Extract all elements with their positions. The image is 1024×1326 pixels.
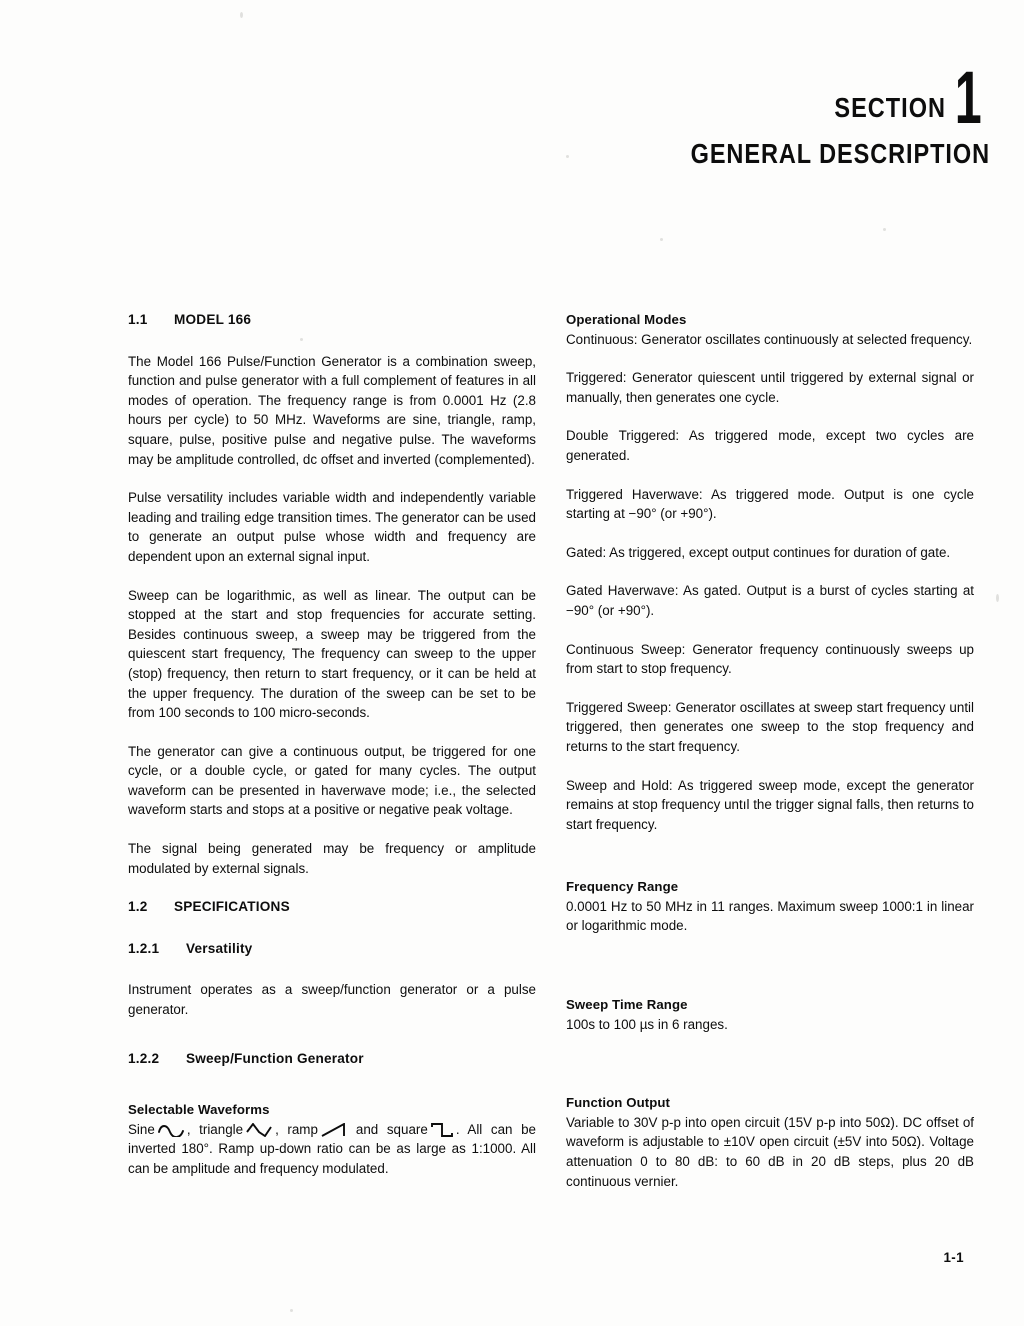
function-output-block (566, 1093, 974, 1191)
sweep-time-range-heading: Sweep Time Range (566, 997, 688, 1013)
operational-mode-item: Gated: As triggered, except output continues for duration of gate. (566, 544, 951, 560)
sweep-time-range-text: 100s to 100 µs in 6 ranges. (566, 1016, 728, 1032)
operational-mode-item: Sweep and Hold: As triggered sweep mode, except the generator remains at stop frequency untıl the trigger signal falls, then returns to start frequency. (566, 777, 974, 832)
paragraph-output-modes: The generator can give a continuous output, be triggered for one cycle, or a double cycle, or gated for many cycles. The output waveform can be presented in haverwave mode; i.e., the selected waveform starts and stops at a positive or negative peak voltage. (128, 743, 536, 818)
heading-1-2-2-title: Sweep/Function Generator (186, 1050, 364, 1066)
frequency-range-text: 0.0001 Hz to 50 MHz in 11 ranges. Maximum sweep 1000:1 in linear or logarithmic mode. (566, 898, 974, 934)
function-output-text: Variable to 30V p-p into open circuit (15V p-p into 50Ω). DC offset of waveform is adjustable to ±10V open circuit (±5V into 50Ω). Voltage attenuation 0 to 80 dB: to 60 dB in 20 dB steps, plus 20 dB continuous vernier. (566, 1114, 974, 1189)
right-column (566, 310, 974, 1210)
scan-speck (240, 12, 243, 18)
paragraph-sweep: Sweep can be logarithmic, as well as linear. The output can be stopped at the start and stop frequencies for accurate setting. Besides continuous sweep, a sweep may be triggered from the quiescent start frequency, The frequency can sweep to the upper (stop) frequency, then return to start frequency, or it can be held at the upper frequency. The duration of the sweep can be set to be from 100 seconds to 100 micro-seconds. (128, 587, 536, 721)
selectable-waveforms-text (128, 1120, 536, 1179)
triangle-wave-icon (246, 1123, 272, 1137)
operational-modes-heading: Operational Modes (566, 312, 687, 327)
paragraph-modulation: The signal being generated may be frequency or amplitude modulated by external signals. (128, 841, 536, 876)
waveform-text-after: . All can be inverted 180°. Ramp up-down ratio can be as large as 1:1000. All can be amplitude and frequency modulated. (128, 1121, 536, 1176)
spacer (566, 1053, 974, 1093)
frequency-range-block (566, 877, 974, 936)
heading-1-2-1-index: 1.2.1 (128, 940, 160, 956)
waveform-text-sine: Sine (128, 1121, 155, 1137)
sweep-time-range-block (566, 995, 974, 1034)
heading-1-2-title: SPECIFICATIONS (174, 899, 290, 915)
heading-1-1-title: MODEL 166 (174, 312, 252, 327)
section-heading-line (629, 56, 990, 139)
scan-speck (883, 228, 886, 231)
page-number: 1-1 (943, 1250, 964, 1265)
sine-wave-icon (158, 1123, 184, 1137)
function-output-heading: Function Output (566, 1095, 671, 1111)
spacer (566, 955, 974, 995)
paragraph-model-overview: The Model 166 Pulse/Function Generator is a combination sweep, function and pulse generator with a full complement of features in all modes of operation. The frequency range is from 0.0001 Hz (2.8 hours per cycle) to 50 MHz. Waveforms are sine, triangle, ramp, square, pulse, positive pulse and negative pulse. The waveforms may be amplitude controlled, dc offset and inverted (complemented). (128, 353, 536, 467)
scan-speck (290, 1309, 293, 1312)
paragraph-versatility: Instrument operates as a sweep/function generator or a pulse generator. (128, 982, 536, 1018)
page-title: GENERAL DESCRIPTION (690, 138, 990, 169)
heading-1-2-1-title: Versatility (186, 940, 253, 956)
scan-speck (660, 238, 663, 241)
waveform-text-square: and square (355, 1121, 428, 1137)
scan-speck (996, 594, 999, 602)
page-header (560, 56, 990, 170)
heading-1-2-index: 1.2 (128, 899, 148, 915)
heading-1-2 (128, 897, 536, 917)
operational-mode-item: Triggered Sweep: Generator oscillates at sweep start frequency until triggered, then generates one sweep to the stop frequency and returns to the start frequency. (566, 699, 974, 754)
operational-modes-block (566, 310, 974, 349)
waveform-text-ramp: , ramp (275, 1121, 318, 1137)
heading-1-2-2-index: 1.2.2 (128, 1050, 160, 1066)
square-wave-icon (431, 1123, 453, 1137)
heading-1-1-index: 1.1 (128, 312, 148, 327)
paragraph-pulse-versatility: Pulse versatility includes variable width and independently variable leading and trailing edge transition times. The generator can be used to generate an output pulse whose width and frequency are dependent upon an external signal input. (128, 490, 536, 564)
operational-mode-item: Double Triggered: As triggered mode, except two cycles are generated. (566, 428, 974, 463)
ramp-wave-icon (321, 1123, 353, 1137)
heading-1-2-2 (128, 1049, 536, 1069)
operational-mode-item: Continuous Sweep: Generator frequency continuously sweeps up from start to stop frequency. (566, 641, 974, 677)
operational-mode-item: Triggered Haverwave: As triggered mode. Output is one cycle starting at −90° (or +90°). (566, 486, 974, 522)
left-column (128, 310, 536, 1198)
operational-mode-item: Gated Haverwave: As gated. Output is a burst of cycles starting at −90° (or +90°). (566, 583, 974, 618)
heading-1-2-1 (128, 939, 536, 959)
spacer (128, 1039, 536, 1049)
section-number: 1 (954, 56, 983, 139)
section-label: SECTION (834, 92, 947, 123)
selectable-waveforms-heading: Selectable Waveforms (128, 1102, 270, 1118)
heading-1-1 (128, 310, 536, 330)
spacer (566, 853, 974, 877)
operational-mode-item: Triggered: Generator quiescent until triggered by external signal or manually, then generates one cycle. (566, 370, 974, 405)
waveform-text-triangle: , triangle (186, 1121, 244, 1137)
spacer (128, 1090, 536, 1100)
frequency-range-heading: Frequency Range (566, 879, 679, 895)
operational-mode-item: Continuous: Generator oscillates continuously at selected frequency. (566, 331, 973, 347)
selectable-waveforms-block (128, 1100, 536, 1178)
